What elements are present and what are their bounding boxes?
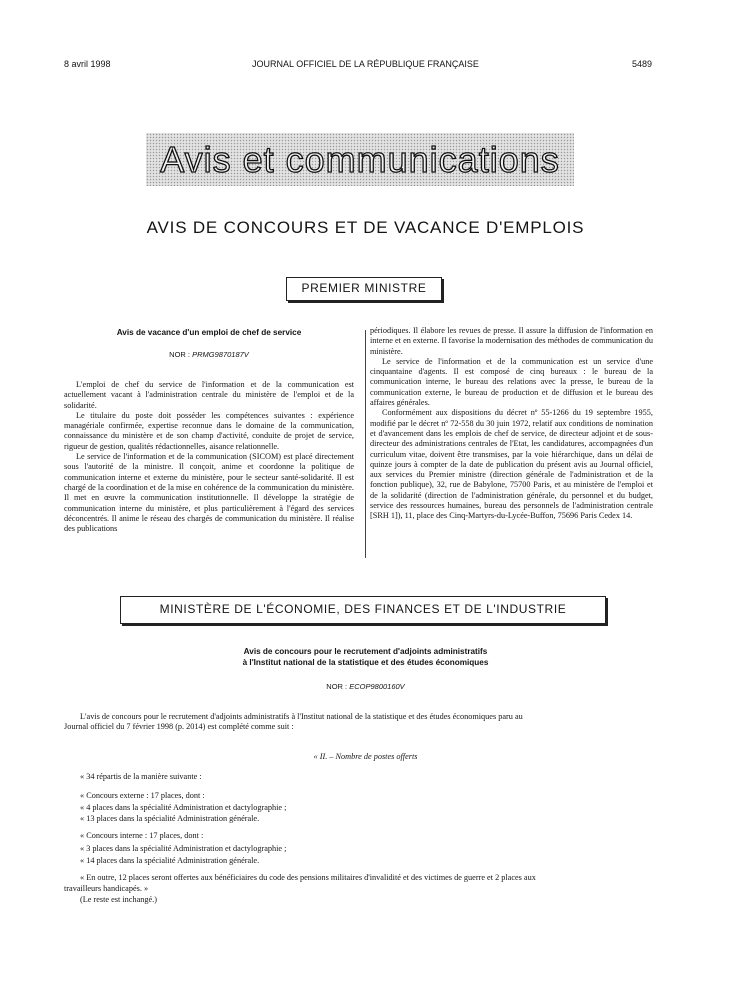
nor-value: PRMG9870187V [192,350,249,359]
list-item: « 14 places dans la spécialité Administration générale. [80,856,260,865]
nor-label: NOR : [169,350,191,359]
paragraph: Conformément aux dispositions du décret nº 55-1266 du 19 septembre 1955, modifié par le décret nº 72-558 du 30 juin 1972, relatif aux conditions de nomination et d'avancement dans les emplois de chef de service, de directeur adjoint et de sous-directeur des administrations centrales de l'Etat, les candidatures, accompagnées d'un curriculum vitae, doivent être transmises, par la voie hiérarchique, dans un délai de quinze jours à compter de la date de publication du présent avis au Journal officiel, aux services du Premier ministre (direction générale de l'administration et de la fonction publique), 32, rue de Babylone, 75700 Paris, et au ministère de l'emploi et de la solidarité (direction de l'administration générale, du personnel et du budget, service des ressources humaines, bureau des personnels de l'administration centrale [SRH 1]), 11, place des Cinq-Martyrs-du-Lycée-Buffon, 75696 Paris Cedex 14. [370,408,653,521]
final-line-1: « En outre, 12 places seront offertes aux bénéficiaires du code des pensions militaires d'invalidité et des victimes de guerre et 2 places aux [80,873,536,882]
banner-title: Avis et communications [160,139,560,180]
closing-note: (Le reste est inchangé.) [80,895,157,904]
column-divider [365,330,366,558]
paragraph: Le titulaire du poste doit posséder les compétences suivantes : expérience managériale confirmée, expertise reconnue dans le domaine de la communication, connaissance du ministère et de son champ d'activité, conduite de projet de service, rigueur de gestion, qualités rédactionnelles, aisance relationnelle. [64,410,354,451]
ministry-box-economie: MINISTÈRE DE L'ÉCONOMIE, DES FINANCES ET DE L'INDUSTRIE [120,596,606,624]
header-journal-title: JOURNAL OFFICIEL DE LA RÉPUBLIQUE FRANÇAISE [252,59,479,69]
notice-title-concours-line2: à l'Institut national de la statistique et des études économiques [242,658,489,667]
final-line-2: travailleurs handicapés. » [64,884,149,893]
paragraph: périodiques. Il élabore les revues de presse. Il assure la diffusion de l'information en interne et en externe. Il favorise la modernisation des méthodes de communication du ministère. [370,326,653,356]
nor-label: NOR : [326,682,348,691]
paragraph: Le service de l'information et de la communication (SICOM) est placé directement sous l'autorité de la ministre. Il conçoit, anime et coordonne la politique de communication interne et externe du ministère, pour le secteur santé-solidarité. Il est chargé de la coordination et de la mise en cohérence de la communication du ministère. Il met en œuvre la communication institutionnelle. Il développe la stratégie de communication interne du ministère, et plus particulièrement à l'égard des services déconcentrés. Il anime le réseau des chargés de communication du ministère. Il réalise des publications [64,452,354,534]
list-item: « 4 places dans la spécialité Administration et dactylographie ; [80,803,287,812]
intro-line-2: Journal officiel du 7 février 1998 (p. 2014) est complété comme suit : [64,722,294,731]
notice-title-vacancy: Avis de vacance d'un emploi de chef de service [116,328,302,337]
list-item: « 34 répartis de la manière suivante : [80,772,202,781]
list-item: « Concours externe : 17 places, dont : [80,791,205,800]
list-item: « Concours interne : 17 places, dont : [80,831,204,840]
nor-reference-2 [0,682,731,691]
right-column [370,326,653,522]
posts-subtitle: « II. – Nombre de postes offerts [313,752,418,761]
ministry-box-premier-ministre: PREMIER MINISTRE [286,277,442,301]
header-date: 8 avril 1998 [64,59,111,69]
nor-reference-1 [64,350,354,359]
list-item: « 3 places dans la spécialité Administration et dactylographie ; [80,844,287,853]
intro-line-1: L'avis de concours pour le recrutement d'adjoints administratifs à l'Institut national de la statistique et des études économiques paru au [80,712,523,721]
section-title: AVIS DE CONCOURS ET DE VACANCE D'EMPLOIS [146,218,585,237]
left-column [64,380,354,534]
nor-value: ECOP9800160V [349,682,405,691]
paragraph: Le service de l'information et de la communication est un service d'une cinquantaine d'agents. Il est composé de cinq bureaux : le bureau de la communication interne, le bureau des relations avec la presse, le bureau de la communication externe, le bureau de production et de diffusion et le bureau des affaires générales. [370,356,653,408]
paragraph: L'emploi de chef du service de l'information et de la communication est actuellement vacant à l'administration centrale du ministère de l'emploi et de la solidarité. [64,380,354,410]
notice-title-concours-line1: Avis de concours pour le recrutement d'adjoints administratifs [243,647,488,656]
list-item: « 13 places dans la spécialité Administration générale. [80,814,260,823]
header-page-number: 5489 [632,59,653,69]
